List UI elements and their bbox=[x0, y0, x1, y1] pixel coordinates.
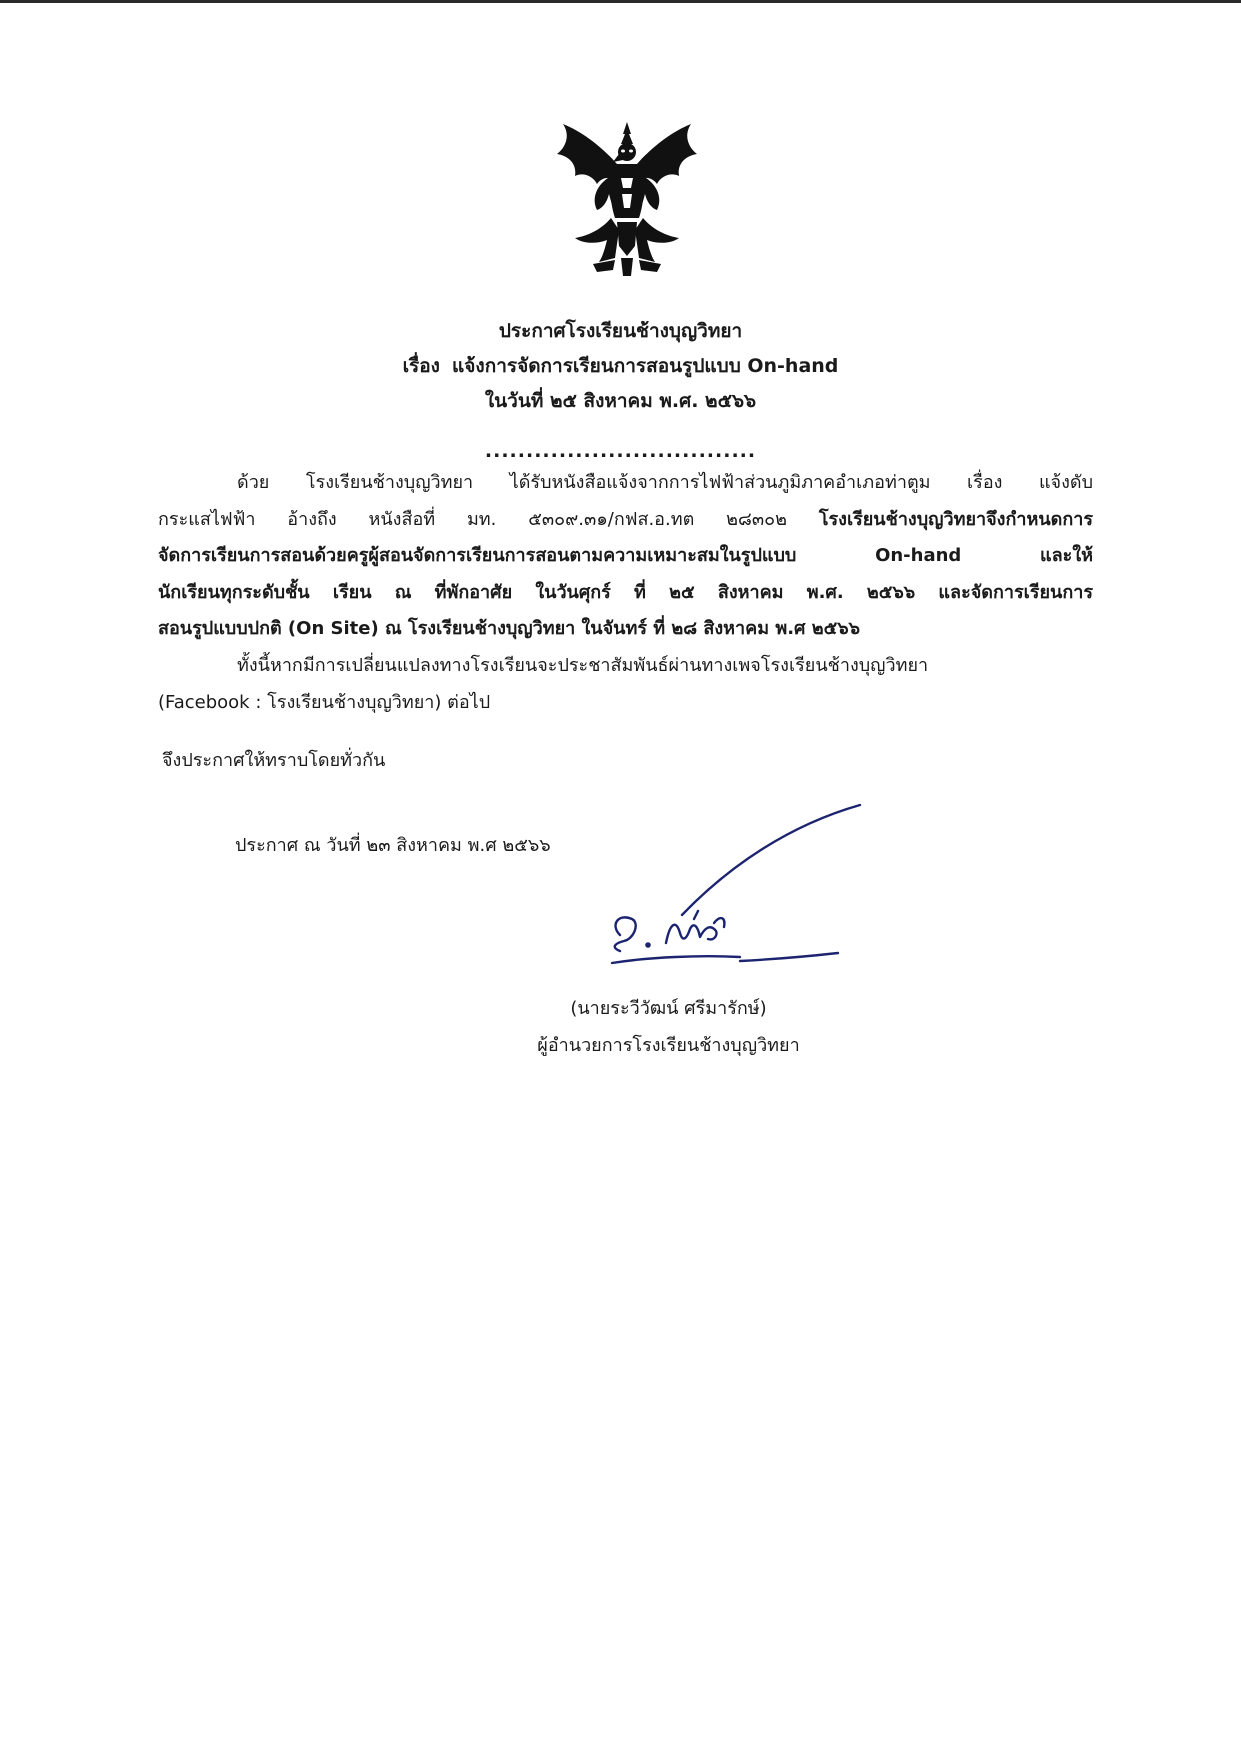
body-line-3: จัดการเรียนการสอนด้วยครูผู้สอนจัดการเรียนการสอนตามความเหมาะสมในรูปแบบ On-hand และให้ bbox=[158, 545, 1093, 566]
body-line-2 bbox=[158, 507, 1093, 533]
body-line-2-bold: โรงเรียนช้างบุญวิทยาจึงกำหนดการ bbox=[818, 509, 1093, 530]
announcement-subject bbox=[0, 353, 1241, 379]
body-line-1: ด้วย โรงเรียนช้างบุญวิทยา ได้รับหนังสือแจ้งจากการไฟฟ้าส่วนภูมิภาคอำเภอท่าตูม เรื่อง แจ้งดับ bbox=[237, 472, 1093, 493]
announcement-title: ประกาศโรงเรียนช้างบุญวิทยา bbox=[498, 320, 743, 342]
announce-date: ประกาศ ณ วันที่ ๒๓ สิงหาคม พ.ศ ๒๕๖๖ bbox=[235, 835, 551, 856]
handwritten-signature-icon bbox=[590, 795, 870, 985]
body-line-2-normal: กระแสไฟฟ้า อ้างถึง หนังสือที่ มท. ๕๓๐๙.๓๑/กฟส.อ.ทต ๒๘๓๐๒ bbox=[158, 509, 819, 530]
announcement-date: ในวันที่ ๒๕ สิงหาคม พ.ศ. ๒๕๖๖ bbox=[484, 390, 757, 412]
scan-top-edge bbox=[0, 0, 1241, 3]
signatory-position: ผู้อำนวยการโรงเรียนช้างบุญวิทยา bbox=[537, 1035, 800, 1056]
closing-statement: จึงประกาศให้ทราบโดยทั่วกัน bbox=[162, 750, 386, 771]
header-divider: ................................. bbox=[484, 440, 757, 462]
body-line-6: ทั้งนี้หากมีการเปลี่ยนแปลงทางโรงเรียนจะประชาสัมพันธ์ผ่านทางเพจโรงเรียนช้างบุญวิทยา bbox=[237, 655, 929, 676]
subject-text: แจ้งการจัดการเรียนการสอนรูปแบบ On-hand bbox=[452, 355, 839, 377]
body-line-4: นักเรียนทุกระดับชั้น เรียน ณ ที่พักอาศัย ในวันศุกร์ ที่ ๒๕ สิงหาคม พ.ศ. ๒๕๖๖ และจัดการเรียนการ bbox=[158, 582, 1093, 603]
subject-prefix: เรื่อง bbox=[402, 355, 440, 377]
body-line-7: (Facebook : โรงเรียนช้างบุญวิทยา) ต่อไป bbox=[158, 692, 491, 713]
body-line-5: สอนรูปแบบปกติ (On Site) ณ โรงเรียนช้างบุญวิทยา ในจันทร์ ที่ ๒๘ สิงหาคม พ.ศ ๒๕๖๖ bbox=[158, 618, 861, 639]
signatory-name: (นายระวีวัฒน์ ศรีมารักษ์) bbox=[570, 998, 767, 1019]
garuda-emblem-icon bbox=[553, 118, 701, 278]
